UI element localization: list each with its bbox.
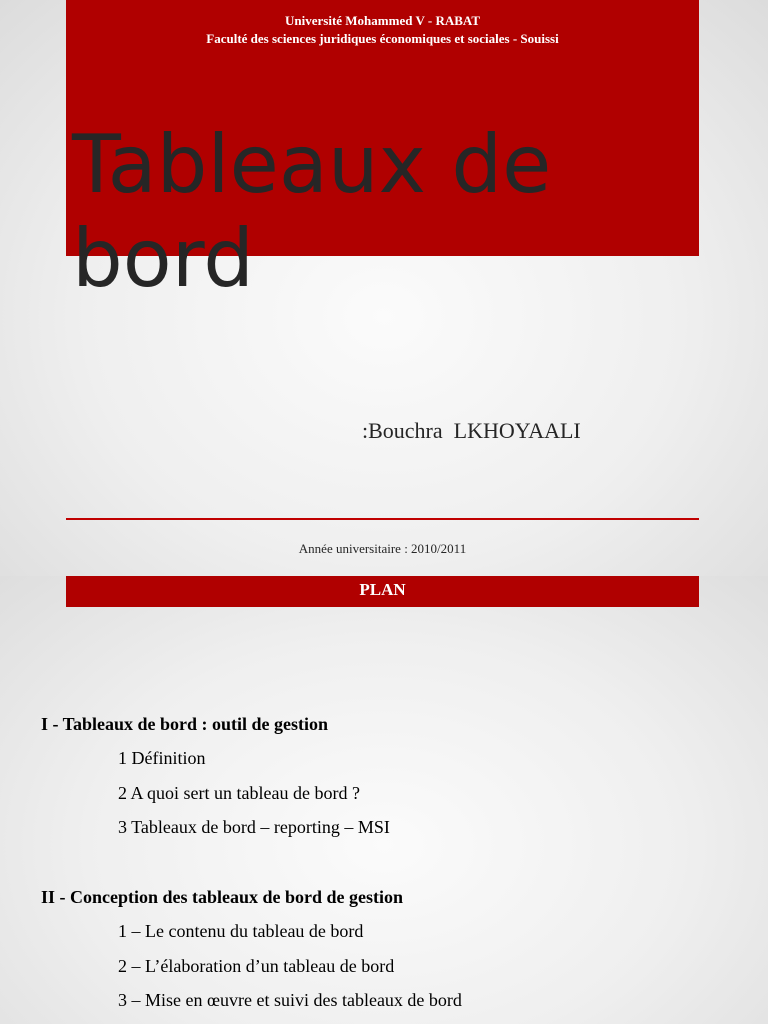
faculty-name: Faculté des sciences juridiques économiques et sociales - Souissi	[206, 31, 559, 46]
section-2-item-2: 2 – L’élaboration d’un tableau de bord	[118, 956, 395, 976]
section-2-item-1: 1 – Le contenu du tableau de bord	[118, 921, 364, 941]
title-line-1: Tableaux de	[72, 118, 552, 211]
section-1-item-3: 3 Tableaux de bord – reporting – MSI	[118, 817, 390, 837]
section-2-item-3: 3 – Mise en œuvre et suivi des tableaux de bord	[118, 990, 462, 1010]
university-name: Université Mohammed V - RABAT	[285, 13, 480, 28]
plan-heading: PLAN	[359, 580, 406, 599]
presentation-title	[72, 118, 692, 306]
academic-year: Année universitaire : 2010/2011	[298, 541, 467, 556]
author-name: :Bouchra LKHOYAALI	[362, 418, 581, 443]
section-1-item-2: 2 A quoi sert un tableau de bord ?	[118, 783, 360, 803]
section-heading-1: I - Tableaux de bord : outil de gestion	[41, 714, 329, 734]
section-heading-2: II - Conception des tableaux de bord de gestion	[41, 887, 404, 907]
divider-line	[66, 518, 699, 520]
plan-slide	[0, 576, 768, 1024]
section-1-item-1: 1 Définition	[118, 748, 206, 768]
title-line-2: bord	[72, 212, 254, 305]
